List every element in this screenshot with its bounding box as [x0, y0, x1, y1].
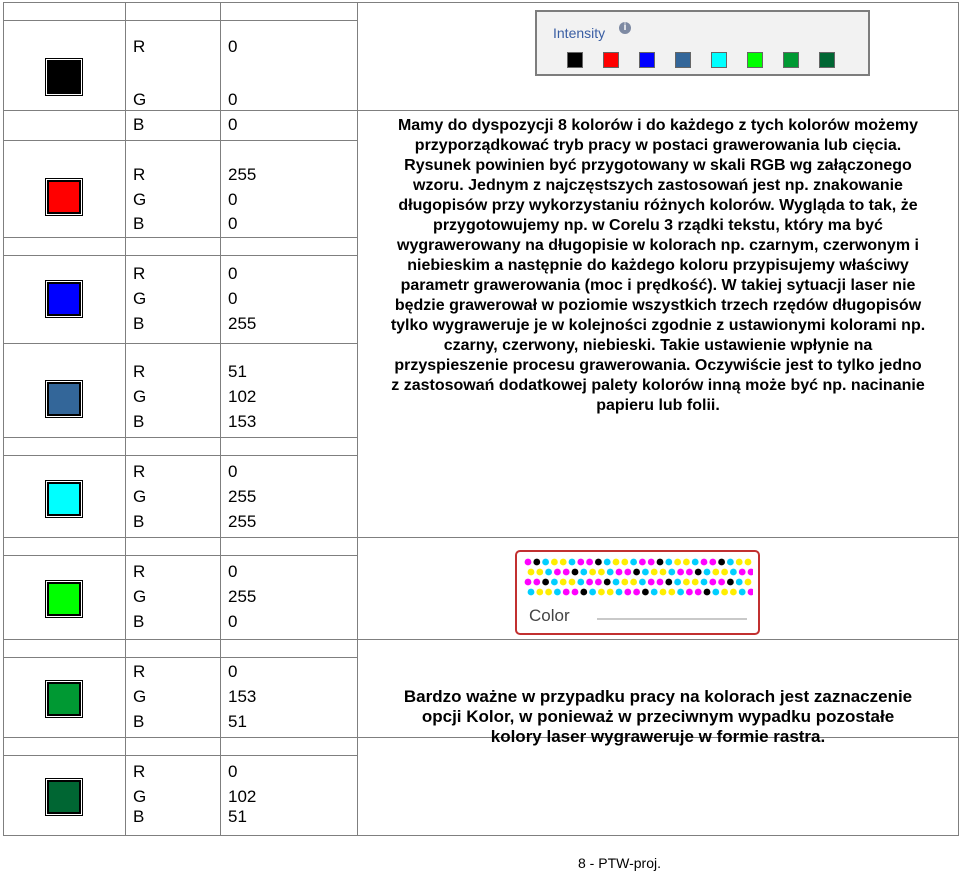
- g-label: G: [133, 787, 147, 806]
- r-label: R: [133, 165, 146, 184]
- halftone-dot: [528, 569, 535, 576]
- halftone-dot: [560, 579, 567, 586]
- halftone-dot: [648, 559, 655, 566]
- b-label: B: [133, 314, 145, 333]
- halftone-dot: [745, 559, 752, 566]
- halftone-dot: [525, 579, 532, 586]
- paragraph-line: z zastosowań dodatkowej palety kolorów inną może być np. nacinanie: [391, 377, 925, 394]
- paragraph-line: Mamy do dyspozycji 8 kolorów i do każdego z tych kolorów możemy: [397, 117, 919, 134]
- halftone-dot: [630, 579, 637, 586]
- halftone-dot: [589, 589, 596, 596]
- b-value: 153: [228, 412, 257, 431]
- halftone-dot: [545, 569, 552, 576]
- halftone-dot: [577, 559, 584, 566]
- halftone-dot: [660, 569, 667, 576]
- g-value: 0: [228, 190, 238, 209]
- halftone-dot: [704, 569, 711, 576]
- r-value: 0: [228, 37, 238, 56]
- b-value: 51: [228, 712, 247, 731]
- halftone-dot: [586, 579, 593, 586]
- halftone-dot: [721, 589, 728, 596]
- color-swatch-dark-green: [47, 780, 81, 814]
- halftone-dot: [589, 569, 596, 576]
- halftone-dot: [572, 589, 579, 596]
- halftone-dot: [721, 569, 728, 576]
- color-swatch-steel-blue: [47, 382, 81, 416]
- halftone-dot: [748, 569, 753, 576]
- r-label: R: [133, 662, 146, 681]
- intensity-title: Intensity: [553, 25, 606, 41]
- note-paragraph: [362, 687, 954, 747]
- color-swatch-cyan: [47, 482, 81, 516]
- halftone-dot: [668, 589, 675, 596]
- halftone-dot: [536, 589, 543, 596]
- intensity-panel: [535, 10, 870, 76]
- b-value: 0: [228, 115, 238, 134]
- halftone-dot: [624, 589, 631, 596]
- g-value: 153: [228, 687, 257, 706]
- paragraph-line: przyporządkować tryb pracy w postaci grawerowania lub cięcia.: [414, 137, 902, 154]
- halftone-dot: [739, 569, 746, 576]
- halftone-dot: [528, 589, 535, 596]
- halftone-dot: [554, 569, 561, 576]
- halftone-dot: [695, 589, 702, 596]
- halftone-dot: [665, 559, 672, 566]
- color-swatch-black: [47, 60, 81, 94]
- paragraph-line: będzie grawerował w poziomie wszystkich trzech rzędów długopisów: [394, 297, 922, 314]
- halftone-dot: [692, 579, 699, 586]
- halftone-dot: [595, 579, 602, 586]
- g-label: G: [133, 687, 147, 706]
- b-value: 51: [228, 807, 247, 826]
- halftone-dot: [607, 589, 614, 596]
- g-value: 255: [228, 587, 257, 606]
- halftone-dot: [709, 579, 716, 586]
- palette-chip: [675, 52, 691, 68]
- g-value: 255: [228, 487, 257, 506]
- paragraph-line: Rysunek powinien być przygotowany w skali RGB wg załączonego: [404, 157, 912, 174]
- halftone-dot: [709, 559, 716, 566]
- halftone-dot: [560, 559, 567, 566]
- halftone-dot: [639, 579, 646, 586]
- halftone-dot: [598, 589, 605, 596]
- paragraph-line: przyspieszenie procesu grawerowania. Oczywiście jest to tylko jedno: [394, 357, 922, 374]
- color-dots-pattern: [523, 557, 753, 597]
- halftone-dot: [718, 559, 725, 566]
- r-label: R: [133, 562, 146, 581]
- halftone-dot: [668, 569, 675, 576]
- halftone-dot: [595, 559, 602, 566]
- paragraph-line: niebieskim a następnie do każdego koloru przypisujemy właściwy: [407, 257, 909, 274]
- paragraph-line: czarny, czerwony, niebieski. Takie ustawienie wpłynie na: [443, 337, 873, 354]
- r-label: R: [133, 264, 146, 283]
- halftone-dot: [686, 569, 693, 576]
- halftone-dot: [718, 579, 725, 586]
- halftone-dot: [674, 579, 681, 586]
- halftone-dot: [674, 559, 681, 566]
- paragraph-line: Bardzo ważne w przypadku pracy na kolorach jest zaznaczenie: [403, 687, 913, 706]
- color-label: Color: [529, 606, 570, 625]
- g-label: G: [133, 387, 147, 406]
- palette-chip: [603, 52, 619, 68]
- halftone-dot: [621, 559, 628, 566]
- b-label: B: [133, 807, 145, 826]
- halftone-dot: [695, 569, 702, 576]
- halftone-dot: [533, 559, 540, 566]
- halftone-dot: [657, 579, 664, 586]
- paragraph-line: tylko wygraweruje je w kolejności zgodnie z ustawionymi kolorami np.: [390, 317, 926, 334]
- color-underline: [597, 618, 747, 620]
- palette-chip: [639, 52, 655, 68]
- halftone-dot: [712, 589, 719, 596]
- r-label: R: [133, 462, 146, 481]
- palette-chip: [567, 52, 583, 68]
- halftone-dot: [613, 559, 620, 566]
- g-value: 102: [228, 387, 257, 406]
- halftone-dot: [648, 579, 655, 586]
- g-value: 0: [228, 289, 238, 308]
- g-value: 0: [228, 90, 238, 109]
- halftone-dot: [607, 569, 614, 576]
- page-footer: 8 - PTW-proj.: [578, 855, 661, 871]
- halftone-dot: [665, 579, 672, 586]
- halftone-dot: [542, 559, 549, 566]
- b-label: B: [133, 214, 145, 233]
- paragraph-line: parametr grawerowania (moc i prędkość). W takiej sytuacji laser nie: [400, 277, 916, 294]
- palette-chip: [819, 52, 835, 68]
- g-value: 102: [228, 787, 257, 806]
- halftone-dot: [730, 569, 737, 576]
- halftone-dot: [730, 589, 737, 596]
- color-swatch-blue: [47, 282, 81, 316]
- halftone-dot: [604, 579, 611, 586]
- halftone-dot: [739, 589, 746, 596]
- paragraph-line: wzoru. Jednym z najczęstszych zastosowań jest np. znakowanie: [413, 177, 903, 194]
- halftone-dot: [657, 559, 664, 566]
- halftone-dot: [572, 569, 579, 576]
- paragraph-line: przygotowujemy np. w Corelu 3 rządki tekstu, który ma być: [433, 217, 883, 234]
- paragraph-line: opcji Kolor, w ponieważ w przeciwnym wypadku pozostałe: [421, 707, 895, 726]
- g-label: G: [133, 90, 147, 109]
- paragraph-line: kolory laser wygraweruje w formie rastra.: [490, 727, 826, 746]
- halftone-dot: [604, 559, 611, 566]
- halftone-dot: [642, 569, 649, 576]
- b-label: B: [133, 512, 145, 531]
- palette-chip: [783, 52, 799, 68]
- halftone-dot: [712, 569, 719, 576]
- palette-chip: [711, 52, 727, 68]
- paragraph-line: papieru lub folii.: [596, 397, 720, 414]
- halftone-dot: [683, 559, 690, 566]
- g-label: G: [133, 289, 147, 308]
- halftone-dot: [683, 579, 690, 586]
- halftone-dot: [651, 569, 658, 576]
- halftone-dot: [569, 559, 576, 566]
- b-label: B: [133, 612, 145, 631]
- halftone-dot: [633, 589, 640, 596]
- halftone-dot: [580, 569, 587, 576]
- r-value: 0: [228, 462, 238, 481]
- color-swatch-medium-green: [47, 682, 81, 716]
- r-label: R: [133, 37, 146, 56]
- halftone-dot: [551, 579, 558, 586]
- halftone-dot: [563, 589, 570, 596]
- g-label: G: [133, 487, 147, 506]
- halftone-dot: [598, 569, 605, 576]
- description-paragraph: [362, 116, 954, 416]
- b-value: 255: [228, 512, 257, 531]
- halftone-dot: [660, 589, 667, 596]
- halftone-dot: [621, 579, 628, 586]
- halftone-dot: [563, 569, 570, 576]
- halftone-dot: [701, 559, 708, 566]
- halftone-dot: [616, 589, 623, 596]
- halftone-dot: [545, 589, 552, 596]
- halftone-dot: [613, 579, 620, 586]
- halftone-dot: [651, 589, 658, 596]
- halftone-dot: [525, 559, 532, 566]
- paragraph-line: długopisów przy wykorzystaniu różnych kolorów. Wygląda to tak, że: [398, 197, 918, 214]
- r-value: 255: [228, 165, 257, 184]
- halftone-dot: [727, 559, 734, 566]
- halftone-dot: [624, 569, 631, 576]
- r-value: 0: [228, 562, 238, 581]
- halftone-dot: [633, 569, 640, 576]
- halftone-dot: [639, 559, 646, 566]
- halftone-dot: [580, 589, 587, 596]
- halftone-dot: [736, 579, 743, 586]
- halftone-dot: [692, 559, 699, 566]
- paragraph-line: wygrawerowany na długopisie w kolorach np. czarnym, czerwonym i: [397, 237, 919, 254]
- halftone-dot: [745, 579, 752, 586]
- halftone-dot: [551, 559, 558, 566]
- halftone-dot: [554, 589, 561, 596]
- b-label: B: [133, 115, 145, 134]
- color-swatch-green: [47, 582, 81, 616]
- halftone-dot: [677, 589, 684, 596]
- b-label: B: [133, 412, 145, 431]
- b-value: 0: [228, 214, 238, 233]
- halftone-dot: [536, 569, 543, 576]
- r-label: R: [133, 362, 146, 381]
- r-label: R: [133, 762, 146, 781]
- halftone-dot: [533, 579, 540, 586]
- halftone-dot: [569, 579, 576, 586]
- halftone-dot: [642, 589, 649, 596]
- color-option-panel: [515, 550, 760, 635]
- halftone-dot: [616, 569, 623, 576]
- halftone-dot: [704, 589, 711, 596]
- r-value: 51: [228, 362, 247, 381]
- halftone-dot: [727, 579, 734, 586]
- r-value: 0: [228, 662, 238, 681]
- halftone-dot: [542, 579, 549, 586]
- halftone-dot: [686, 589, 693, 596]
- b-label: B: [133, 712, 145, 731]
- halftone-dot: [630, 559, 637, 566]
- palette-chip: [747, 52, 763, 68]
- halftone-dot: [701, 579, 708, 586]
- color-swatch-red: [47, 180, 81, 214]
- g-label: G: [133, 190, 147, 209]
- b-value: 255: [228, 314, 257, 333]
- b-value: 0: [228, 612, 238, 631]
- r-value: 0: [228, 762, 238, 781]
- r-value: 0: [228, 264, 238, 283]
- info-icon: i: [619, 22, 631, 34]
- halftone-dot: [586, 559, 593, 566]
- halftone-dot: [677, 569, 684, 576]
- g-label: G: [133, 587, 147, 606]
- halftone-dot: [736, 559, 743, 566]
- halftone-dot: [577, 579, 584, 586]
- halftone-dot: [748, 589, 753, 596]
